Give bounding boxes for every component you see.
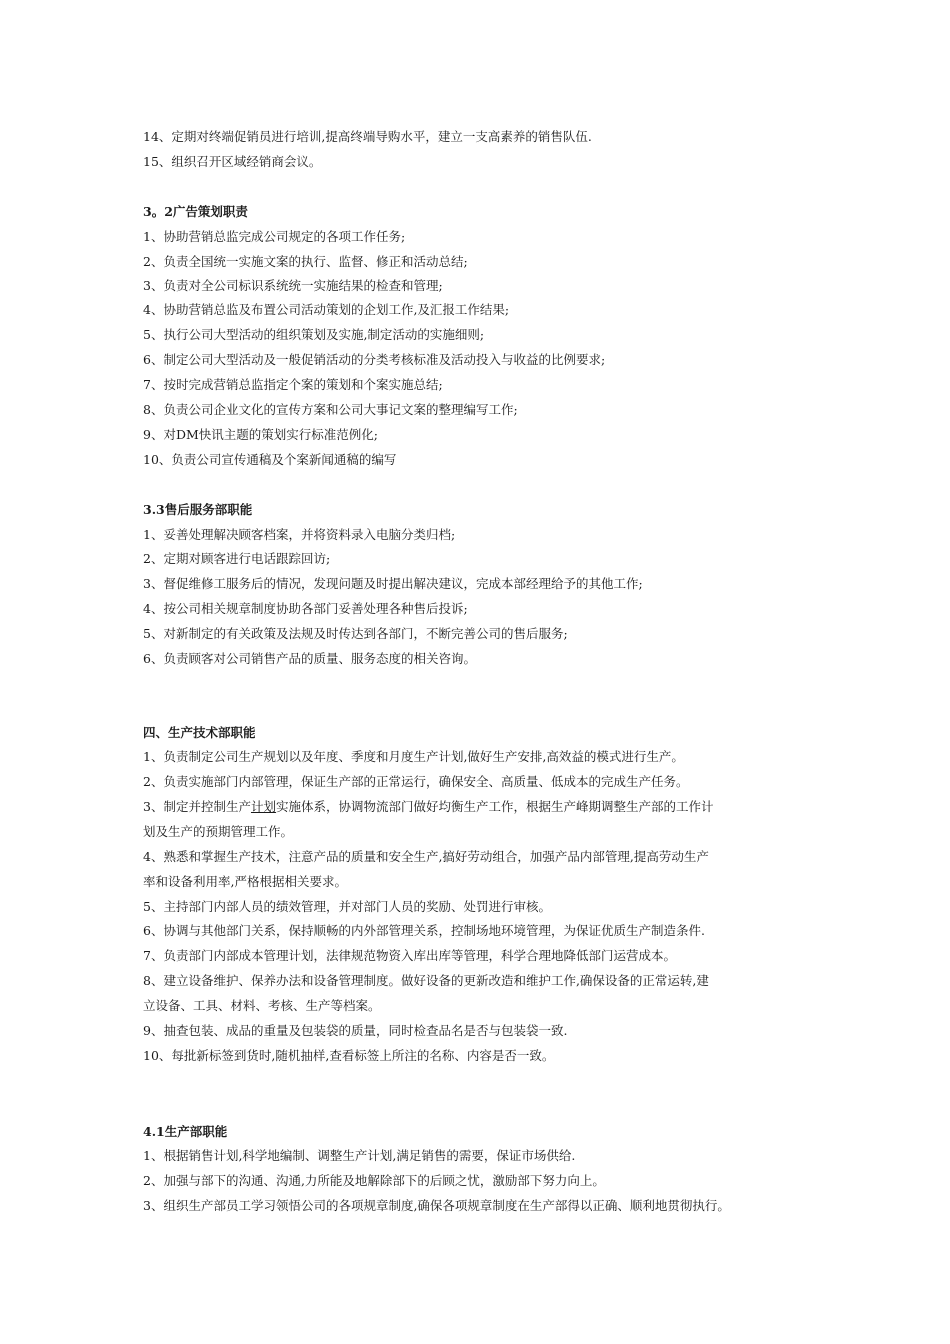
- section-heading-3-2: 3。2广告策划职责: [143, 204, 248, 219]
- list-item: 3、负责对全公司标识系统统一实施结果的检查和管理;: [143, 278, 443, 293]
- list-item: 5、主持部门内部人员的绩效管理，并对部门人员的奖励、处罚进行审核。: [143, 899, 551, 914]
- list-item: 10、每批新标签到货时,随机抽样,查看标签上所注的名称、内容是否一致。: [143, 1048, 555, 1063]
- list-item: 1、负责制定公司生产规划以及年度、季度和月度生产计划,做好生产安排,高效益的模式进行生产。: [143, 749, 684, 764]
- list-item: 1、协助营销总监完成公司规定的各项工作任务;: [143, 229, 406, 244]
- section-heading-4: 四、生产技术部职能: [143, 725, 256, 740]
- list-item: 1、妥善处理解决顾客档案，并将资料录入电脑分类归档;: [143, 527, 456, 542]
- list-item: 2、加强与部下的沟通、沟通,力所能及地解除部下的后顾之忧，激励部下努力向上。: [143, 1173, 605, 1188]
- list-item: 4、熟悉和掌握生产技术，注意产品的质量和安全生产,搞好劳动组合，加强产品内部管理,提高劳动生产: [143, 849, 709, 864]
- list-item: 2、负责实施部门内部管理，保证生产部的正常运行，确保安全、高质量、低成本的完成生产任务。: [143, 774, 689, 789]
- list-item: 7、按时完成营销总监指定个案的策划和个案实施总结;: [143, 377, 443, 392]
- list-item: 5、执行公司大型活动的组织策划及实施,制定活动的实施细则;: [143, 327, 485, 342]
- list-item-text: 3、制定并控制生产: [143, 799, 251, 814]
- list-item: 6、负责顾客对公司销售产品的质量、服务态度的相关咨询。: [143, 651, 476, 666]
- list-item: 3、组织生产部员工学习领悟公司的各项规章制度,确保各项规章制度在生产部得以正确、顺利地贯彻执行。: [143, 1198, 730, 1213]
- list-item: 8、负责公司企业文化的宣传方案和公司大事记文案的整理编写工作;: [143, 402, 518, 417]
- list-item-text: 实施体系，协调物流部门做好均衡生产工作，根据生产峰期调整生产部的工作计: [275, 799, 714, 814]
- list-item: 14、定期对终端促销员进行培训,提高终端导购水平，建立一支高素养的销售队伍.: [143, 129, 592, 144]
- list-item: 6、协调与其他部门关系，保持顺畅的内外部管理关系，控制场地环境管理，为保证优质生产制造条件.: [143, 923, 705, 938]
- list-item: 2、负责全国统一实施文案的执行、监督、修正和活动总结;: [143, 254, 468, 269]
- list-item: 1、根据销售计划,科学地编制、调整生产计划,满足销售的需要，保证市场供给.: [143, 1148, 576, 1163]
- list-item: 8、建立设备维护、保养办法和设备管理制度。做好设备的更新改造和维护工作,确保设备的正常运转,建: [143, 973, 709, 988]
- list-item: 3、督促维修工服务后的情况，发现问题及时提出解决建议，完成本部经理给予的其他工作;: [143, 576, 643, 591]
- list-item-continuation: 划及生产的预期管理工作。: [143, 824, 294, 839]
- list-item: [143, 799, 843, 815]
- list-item: 15、组织召开区域经销商会议。: [143, 154, 322, 169]
- section-heading-3-3: 3.3售后服务部职能: [143, 502, 253, 517]
- list-item: 2、定期对顾客进行电话跟踪回访;: [143, 551, 331, 566]
- list-item-continuation: 立设备、工具、材料、考核、生产等档案。: [143, 998, 381, 1013]
- list-item: 5、对新制定的有关政策及法规及时传达到各部门，不断完善公司的售后服务;: [143, 626, 568, 641]
- list-item: 4、协助营销总监及布置公司活动策划的企划工作,及汇报工作结果;: [143, 302, 510, 317]
- section-heading-4-1: 4.1生产部职能: [143, 1124, 228, 1139]
- list-item-continuation: 率和设备利用率,严格根据相关要求。: [143, 874, 347, 889]
- list-item: 6、制定公司大型活动及一般促销活动的分类考核标准及活动投入与收益的比例要求;: [143, 352, 606, 367]
- list-item: 7、负责部门内部成本管理计划，法律规范物资入库出库等管理，科学合理地降低部门运营成本。: [143, 948, 676, 963]
- plan-link[interactable]: 计划: [250, 799, 276, 814]
- list-item: 9、对DM快讯主题的策划实行标准范例化;: [143, 427, 378, 442]
- list-item: 9、抽查包装、成品的重量及包装袋的质量，同时检查品名是否与包装袋一致.: [143, 1023, 568, 1038]
- list-item: 10、负责公司宣传通稿及个案新闻通稿的编写: [143, 452, 397, 467]
- list-item: 4、按公司相关规章制度协助各部门妥善处理各种售后投诉;: [143, 601, 468, 616]
